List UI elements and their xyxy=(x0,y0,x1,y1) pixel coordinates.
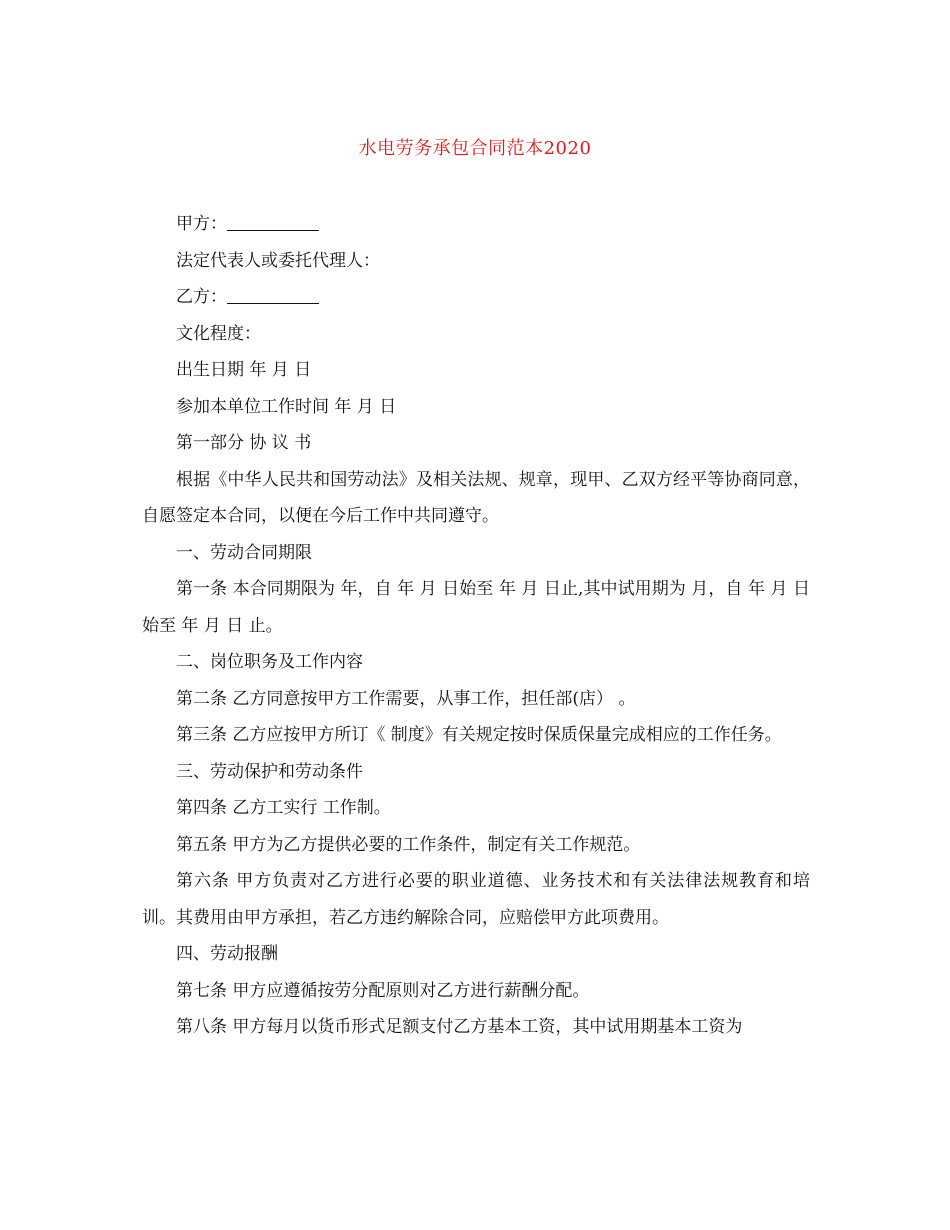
article-6-paragraph: 第六条 甲方负责对乙方进行必要的职业道德、业务技术和有关法律法规教育和培训。其费用由甲方承担，若乙方违约解除合同，应赔偿甲方此项费用。 xyxy=(142,871,810,928)
section-4-heading: 四、劳动报酬 xyxy=(176,944,278,964)
party-b-label: 乙方： xyxy=(176,287,227,307)
article-1-paragraph: 第一条 本合同期限为 年，自 年 月 日始至 年 月 日止,其中试用期为 月，自 年 月 日始至 年 月 日 止。 xyxy=(142,579,810,636)
article-5-paragraph: 第五条 甲方为乙方提供必要的工作条件，制定有关工作规范。 xyxy=(176,834,641,855)
article-4-paragraph: 第四条 乙方工实行 工作制。 xyxy=(176,798,391,818)
article-7-paragraph: 第七条 甲方应遵循按劳分配原则对乙方进行薪酬分配。 xyxy=(176,980,590,1001)
party-a-blank xyxy=(227,212,319,231)
article-3-paragraph: 第三条 乙方应按甲方所订《 制度》有关规定按时保质保量完成相应的工作任务。 xyxy=(176,725,782,745)
party-b-line xyxy=(142,279,810,316)
party-b-blank xyxy=(227,285,319,304)
section-1-heading: 一、劳动合同期限 xyxy=(176,542,312,563)
education-line: 文化程度： xyxy=(176,323,261,344)
party-a-line xyxy=(142,206,810,243)
legal-rep-line: 法定代表人或委托代理人： xyxy=(176,250,380,271)
section-2-heading: 二、岗位职务及工作内容 xyxy=(176,652,363,672)
party-a-label: 甲方： xyxy=(176,214,227,234)
birth-date-line: 出生日期 年 月 日 xyxy=(176,360,312,380)
document-title: 水电劳务承包合同范本2020 xyxy=(358,138,592,159)
article-2-paragraph: 第二条 乙方同意按甲方工作需要，从事工作，担任部(店） 。 xyxy=(176,688,636,709)
join-date-line: 参加本单位工作时间 年 月 日 xyxy=(176,396,397,417)
section-3-heading: 三、劳动保护和劳动条件 xyxy=(176,761,363,782)
part-one-heading: 第一部分 协 议 书 xyxy=(176,433,312,453)
document-body xyxy=(142,206,810,1046)
preamble-paragraph: 根据《中华人民共和国劳动法》及相关法规、规章，现甲、乙双方经平等协商同意，自愿签定本合同，以便在今后工作中共同遵守。 xyxy=(142,469,810,526)
article-8-paragraph: 第八条 甲方每月以货币形式足额支付乙方基本工资，其中试用期基本工资为 xyxy=(176,1017,743,1037)
